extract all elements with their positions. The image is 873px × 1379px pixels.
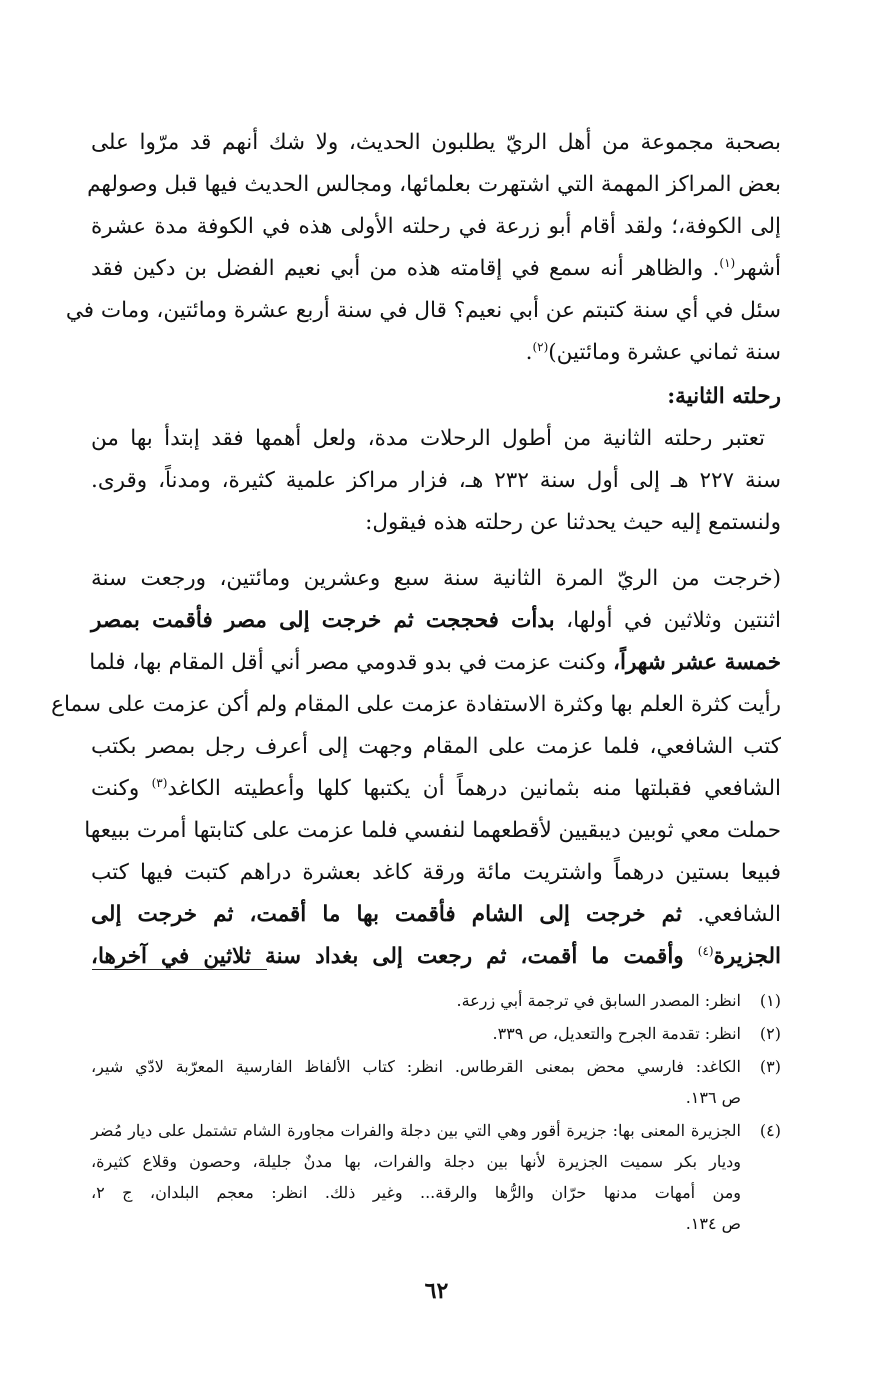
footnote-line: الكاغد: فارسي محض بمعنى القرطاس. انظر: كتاب الألفاظ الفارسية المعرّبة لادّي شير، — [91, 1057, 741, 1076]
text-line: ولنستمع إليه حيث يحدثنا عن رحلته هذه فيقول: — [365, 510, 781, 535]
footnote-2 — [91, 1018, 781, 1049]
bold-text: ثم خرجت إلى الشام فأقمت بها ما أقمت، ثم خرجت إلى — [91, 902, 682, 927]
text-fragment: . والظاهر أنه سمع في إقامته هذه من أبي نعيم الفضل بن دكين فقد — [91, 256, 720, 281]
footnote-line: انظر: المصدر السابق في ترجمة أبي زرعة. — [456, 991, 741, 1010]
footnote-line: الجزيرة المعنى بها: جزيرة أقور وهي التي بين دجلة والفرات مجاورة الشام تشتمل على ديار مُضر — [91, 1121, 742, 1140]
footnote-ref-1: (١) — [719, 255, 736, 270]
footnote-text — [91, 1051, 741, 1113]
text-line: سنة ٢٢٧ هـ إلى أول سنة ٢٣٢ هـ، فزار مراكز علمية كثيرة، ومدناً، وقرى. — [91, 468, 782, 493]
text-line: بصحبة مجموعة من أهل الريّ يطلبون الحديث، ولا شك أنهم قد مرّوا على — [91, 130, 781, 155]
text-fragment: أشهر — [735, 256, 781, 281]
footnote-4 — [91, 1115, 781, 1239]
footnote-1 — [91, 985, 781, 1016]
text-line — [91, 332, 781, 374]
text-line: حملت معي ثوبين ديبقيين لأقطعهما لنفسي فلما عزمت على كتابتها أمرت ببيعها — [84, 818, 781, 843]
footnote-text — [91, 985, 741, 1016]
text-line — [91, 936, 781, 978]
text-line — [91, 248, 781, 290]
text-fragment: . — [525, 340, 533, 365]
text-fragment: وكنت عزمت في بدو قدومي مصر أني أقل المقام بها، فلما — [89, 650, 607, 675]
bold-text: بدأت فحججت ثم خرجت إلى مصر فأقمت بمصر — [91, 608, 555, 633]
page-number: ٦٢ — [424, 1278, 449, 1304]
main-text — [51, 122, 782, 978]
footnote-text — [91, 1018, 741, 1049]
footnote-line: ومن أمهات مدنها حرّان والرُّها والرقة... وغير ذلك. انظر: معجم البلدان، ج ٢، — [91, 1183, 741, 1202]
footnote-number: (٢) — [759, 1024, 781, 1043]
text-line: فبيعا بستين درهماً واشتريت مائة ورقة كاغد بعشرة دراهم كتبت فيها كتب — [91, 860, 781, 885]
text-line: بعض المراكز المهمة التي اشتهرت بعلمائها، ومجالس الحديث فيها قبل وصولهم — [87, 172, 781, 197]
text-fragment: اثنتين وثلاثين في أولها، — [566, 608, 782, 633]
text-line: رأيت كثرة العلم بها وكثرة الاستفادة عزمت على المقام ولم أكن عزمت على سماع — [51, 692, 781, 717]
text-fragment: سنة ثماني عشرة ومائتين) — [548, 340, 781, 365]
text-line: إلى الكوفة،؛ ولقد أقام أبو زرعة في رحلته الأولى هذه في الكوفة مدة عشرة — [91, 214, 781, 239]
footnote-ref-2: (٢) — [532, 339, 549, 354]
text-line: كتب الشافعي، فلما عزمت على المقام وجهت إلى أعرف رجل بمصر بكتب — [91, 734, 781, 759]
footnote-3 — [91, 1051, 781, 1113]
quoted-paragraph — [51, 558, 782, 978]
footnote-separator — [92, 969, 267, 970]
text-fragment: وكنت — [91, 776, 152, 801]
section-heading-wrap — [91, 376, 781, 418]
text-fragment: الشافعي. — [697, 902, 781, 927]
footnote-number: (١) — [759, 991, 781, 1010]
section-heading: رحلته الثانية: — [667, 384, 781, 409]
footnote-text — [91, 1115, 741, 1239]
footnote-line: ص ١٣٤. — [685, 1214, 741, 1233]
text-line: سئل في أي سنة كتبتم عن أبي نعيم؟ قال في سنة أربع عشرة ومائتين، ومات في — [65, 298, 781, 323]
footnote-line: وديار بكر سميت الجزيرة لأنها بين دجلة والفرات، بها مدنٌ جليلة، وحصون وقلاع كثيرة، — [91, 1152, 741, 1171]
text-line — [91, 894, 781, 936]
footnote-ref-4: (٤) — [697, 943, 714, 958]
text-line: (خرجت من الريّ المرة الثانية سنة سبع وعشرين ومائتين، ورجعت سنة — [91, 566, 781, 591]
bold-text: الجزيرة — [713, 944, 781, 969]
footnote-ref-3: (٣) — [151, 775, 168, 790]
bold-text: وأقمت ما أقمت، ثم رجعت إلى بغداد سنة ثلاثين في آخرها، — [91, 944, 698, 969]
text-line — [91, 600, 781, 642]
footnote-number: (٣) — [759, 1057, 781, 1076]
text-line — [91, 642, 781, 684]
paragraph-2 — [91, 418, 781, 544]
bold-text: خمسة عشر شهراً، — [613, 650, 781, 675]
footnotes — [91, 985, 781, 1241]
footnote-number: (٤) — [759, 1121, 781, 1140]
footnote-line: ص ١٣٦. — [685, 1088, 741, 1107]
text-line: تعتبر رحلته الثانية من أطول الرحلات مدة، ولعل أهمها فقد إبتدأ بها من — [91, 426, 765, 451]
footnote-line: انظر: تقدمة الجرح والتعديل، ص ٣٣٩. — [492, 1024, 741, 1043]
text-line — [91, 768, 781, 810]
text-fragment: الشافعي فقبلتها منه بثمانين درهماً أن يكتبها كلها وأعطيته الكاغد — [167, 776, 781, 801]
paragraph-1 — [65, 122, 781, 374]
